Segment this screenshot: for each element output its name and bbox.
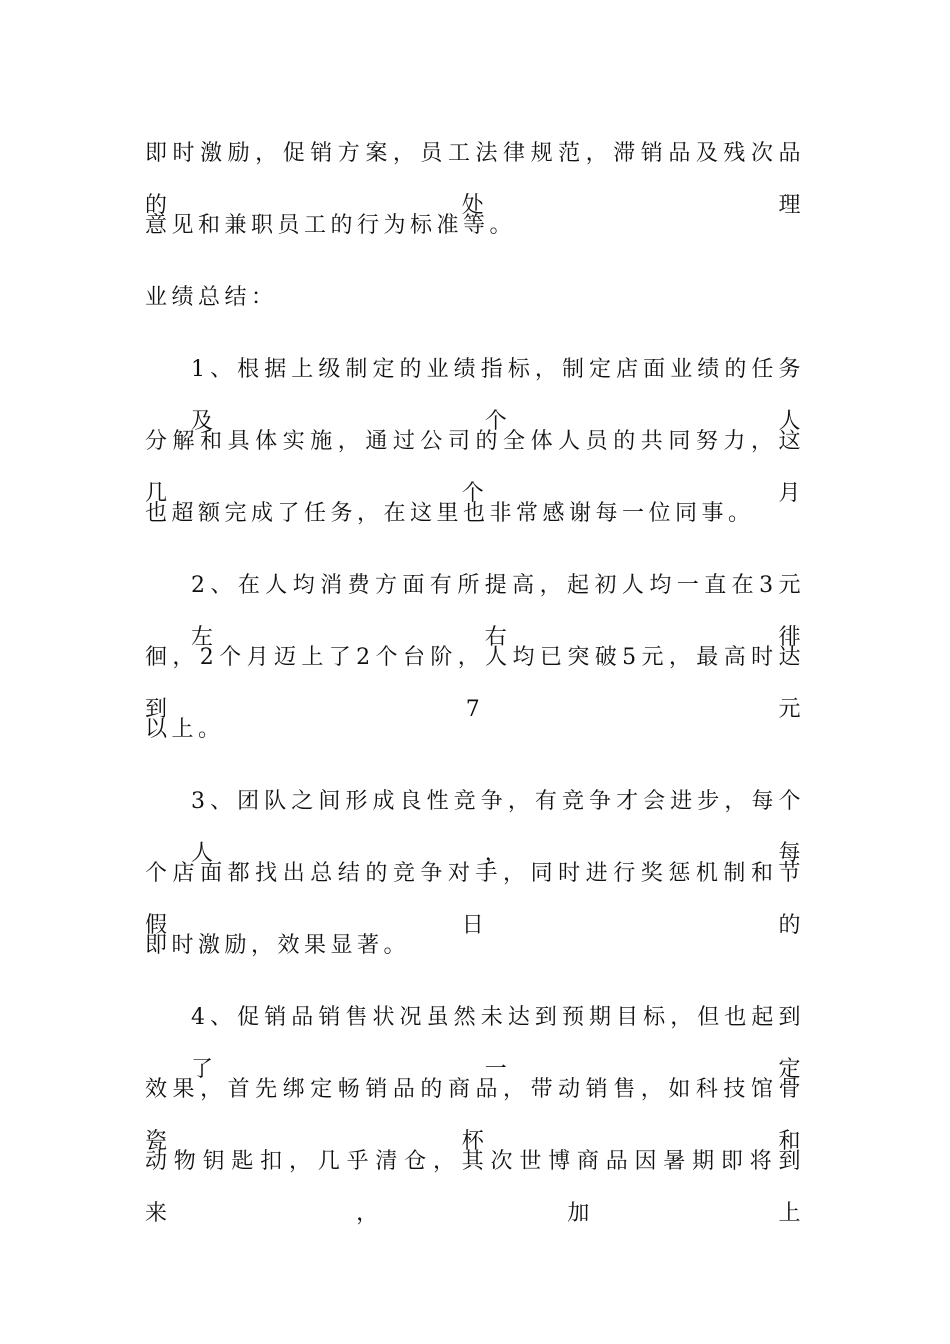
text-line: 即时激励，效果显著。: [145, 933, 411, 958]
section-heading: 业绩总结：: [145, 285, 278, 310]
text-line: 3、团队之间形成良性竞争，有竞争才会进步，每个人，每: [191, 789, 805, 866]
text-line: 2、在人均消费方面有所提高，起初人均一直在3元左右徘: [191, 573, 805, 650]
text-line: 个店面都找出总结的竞争对手，同时进行奖惩机制和节假日的: [145, 861, 805, 938]
text-line: 效果，首先绑定畅销品的商品，带动销售，如科技馆骨瓷杯和: [145, 1077, 805, 1154]
text-line: 即时激励，促销方案，员工法律规范，滞销品及残次品的处理: [145, 141, 805, 218]
body-text: [145, 128, 805, 1226]
text-line: 分解和具体实施，通过公司的全体人员的共同努力，这几个月: [145, 429, 805, 506]
text-line: 4、促销品销售状况虽然未达到预期目标，但也起到了一定: [191, 1005, 805, 1082]
text-line: 1、根据上级制定的业绩指标，制定店面业绩的任务及个人: [191, 357, 805, 434]
text-line: 以上。: [145, 717, 225, 742]
text-line: 徊，2个月迈上了2个台阶，人均已突破5元，最高时达到7元: [145, 645, 805, 722]
text-line: 也超额完成了任务，在这里也非常感谢每一位同事。: [145, 501, 755, 526]
text-line: 动物钥匙扣，几乎清仓，其次世博商品因暑期即将到来，加上: [145, 1149, 805, 1226]
text-line: 意见和兼职员工的行为标准等。: [145, 213, 517, 238]
